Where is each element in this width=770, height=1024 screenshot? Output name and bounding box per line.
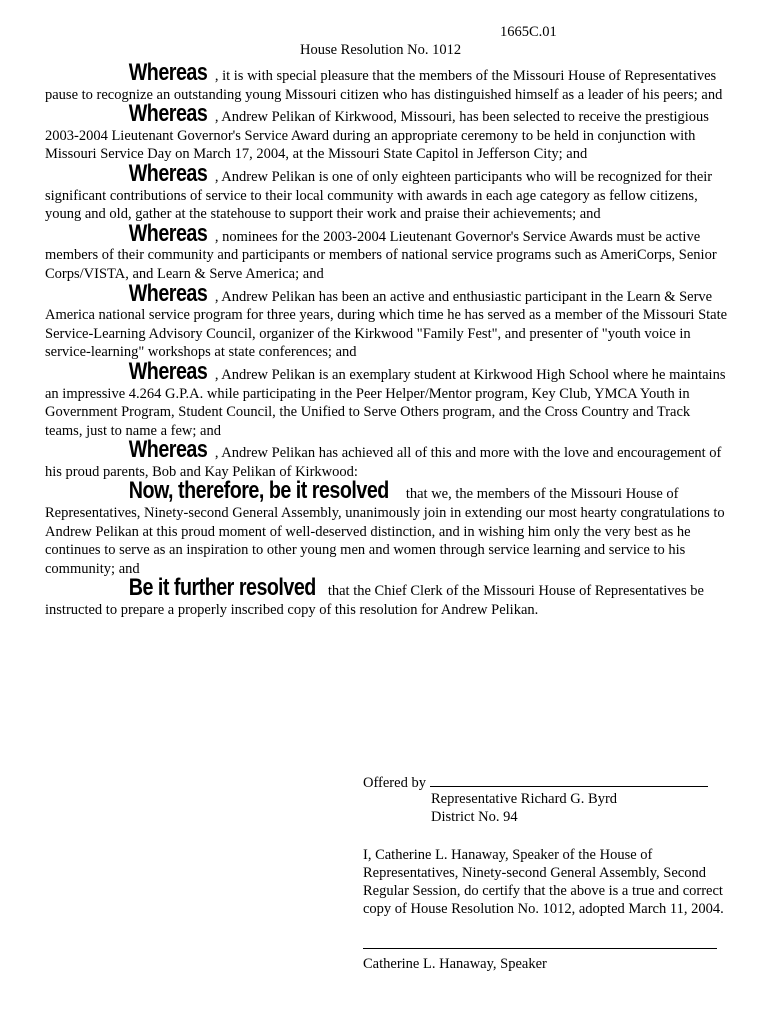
paragraph-text: that the Chief Clerk of the Missouri House of Representatives be instructed to prepare a properly inscribed copy of this resolution for Andrew Pelikan. xyxy=(45,583,704,619)
district-number: District No. 94 xyxy=(431,809,518,825)
further-resolved-paragraph xyxy=(45,574,728,619)
paragraph-lead: Now, therefore, be it resolved xyxy=(128,477,389,505)
whereas-paragraph-5 xyxy=(45,279,728,362)
offered-by-line xyxy=(363,772,708,792)
paragraph-text: , Andrew Pelikan has been an active and enthusiastic participant in the Learn & Serve America national service program for three years, during which time he has served as a member of the Missouri State Service-Learning Advisory Council, organizer of the Kirkwood "Family Fest", and presenter of "youth voice in service-learning" workshops at state conferences; and xyxy=(45,288,728,361)
paragraph-text: that we, the members of the Missouri House of Representatives, Ninety-second General Assembly, unanimously join in extending our most hearty congratulations to Andrew Pelikan at this proud moment of well-deserved distinction, and in wishing him only the very best as he continues to serve as an inspiration to other young men and women through service learning and service to his community; and xyxy=(45,486,725,577)
paragraph-text: , it is with special pleasure that the members of the Missouri House of Representatives pause to recognize an outstanding young Missouri citizen who has distinguished himself as a leader of his peers; and xyxy=(45,68,723,103)
representative-name: Representative Richard G. Byrd xyxy=(431,791,618,807)
paragraph-lead: Whereas xyxy=(128,357,208,385)
paragraph-text: , nominees for the 2003-2004 Lieutenant Governor's Service Awards must be active members of their community and participants or members of national service programs such as AmeriCorps, Senior Corps/VISTA, and Learn & Serve America; and xyxy=(45,228,717,282)
paragraph-lead: Be it further resolved xyxy=(128,574,316,602)
paragraph-lead: Whereas xyxy=(128,59,208,86)
paragraph-lead: Whereas xyxy=(128,279,208,307)
whereas-paragraph-2 xyxy=(45,100,728,164)
paragraph-lead: Whereas xyxy=(128,159,208,187)
whereas-paragraph-4 xyxy=(45,219,728,284)
whereas-paragraph-3 xyxy=(45,159,728,224)
offered-by-label: Offered by xyxy=(363,775,426,791)
resolved-paragraph xyxy=(45,477,728,578)
paragraph-text: , Andrew Pelikan is an exemplary student at Kirkwood High School where he maintains an impressive 4.264 G.P.A. while participating in the Peer Helper/Mentor program, Key Club, YMCA Youth in Government Program, Student Council, the Unified to Serve Others program, and the Cross Country and Track teams, just to name a few; and xyxy=(45,366,726,439)
resolution-body xyxy=(45,59,728,621)
paragraph-text: , Andrew Pelikan of Kirkwood, Missouri, has been selected to receive the prestigious 2003-2004 Lieutenant Governor's Service Award during an appropriate ceremony to be held in conjunction with Missouri Service Day on March 17, 2004, at the Missouri State Capitol in Jefferson City; and xyxy=(45,109,709,163)
speaker-certification: I, Catherine L. Hanaway, Speaker of the House of Representatives, Ninety-second General Assembly, Second Regular Session, do certify that the above is a true and correct copy of House Resolution No. 1012, adopted March 11, 2004. xyxy=(363,847,724,917)
paragraph-lead: Whereas xyxy=(128,219,208,247)
paragraph-text: , Andrew Pelikan has achieved all of this and more with the love and encouragement of his proud parents, Bob and Kay Pelikan of Kirkwood: xyxy=(45,445,722,480)
speaker-name: Catherine L. Hanaway, Speaker xyxy=(363,956,547,972)
whereas-paragraph-7 xyxy=(45,436,728,481)
document-number: 1665C.01 xyxy=(500,24,557,40)
resolution-title: House Resolution No. 1012 xyxy=(300,42,462,58)
whereas-paragraph-1 xyxy=(45,59,728,104)
offered-by-signature-line xyxy=(430,772,708,787)
representative-block xyxy=(431,790,617,826)
speaker-signature-line xyxy=(363,948,717,949)
paragraph-lead: Whereas xyxy=(128,100,208,128)
whereas-paragraph-6 xyxy=(45,357,728,440)
paragraph-text: , Andrew Pelikan is one of only eighteen participants who will be recognized for their significant contributions of service to their local community with awards in each age category as fellow citizens, young and old, gather at the statehouse to support their work and praise their achievements; and xyxy=(45,168,713,223)
paragraph-lead: Whereas xyxy=(128,436,208,464)
